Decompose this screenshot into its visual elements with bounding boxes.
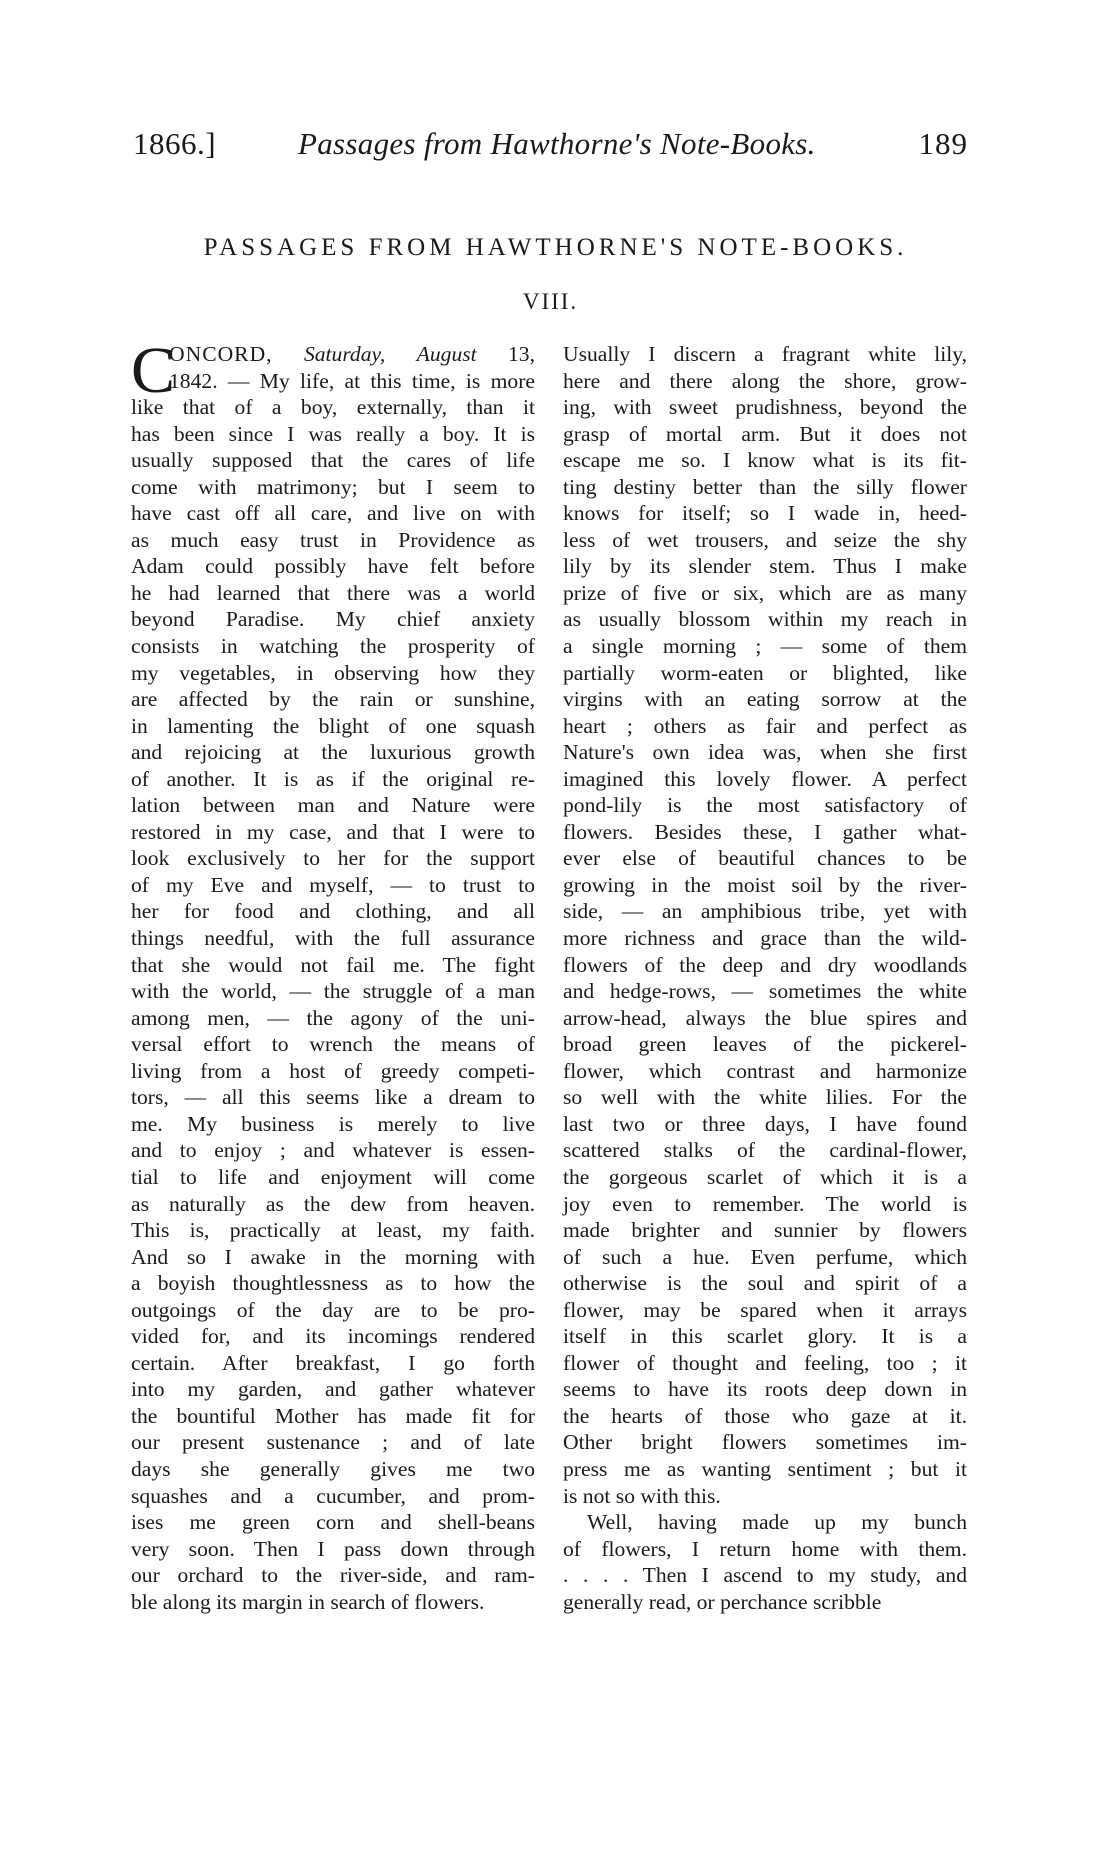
text-line: ting destiny better than the silly flower (563, 474, 967, 499)
text-line: of such a hue. Even perfume, which (563, 1244, 967, 1269)
text-line: Usually I discern a fragrant white lily, (563, 342, 967, 366)
article-title: PASSAGES FROM HAWTHORNE'S NOTE-BOOKS. (203, 234, 908, 261)
text-line: flowers of the deep and dry woodlands (563, 952, 967, 977)
text-line: knows for itself; so I wade in, heed- (563, 501, 967, 526)
text-line: as usually blossom within my reach in (563, 607, 967, 632)
text-line: days she generally gives me two (131, 1456, 535, 1481)
text-line: look exclusively to her for the support (131, 846, 535, 871)
text-line: restored in my case, and that I were to (131, 819, 535, 844)
text-line: imagined this lovely flower. A perfect (563, 766, 967, 791)
text-line: growing in the moist soil by the river- (563, 872, 967, 897)
text-line: arrow-head, always the blue spires and (563, 1005, 967, 1030)
text-line: flower, may be spared when it arrays (563, 1297, 967, 1322)
text-line: more richness and grace than the wild- (563, 926, 967, 951)
text-line: of another. It is as if the original re- (131, 766, 535, 791)
text-line: have cast off all care, and live on with (131, 501, 535, 526)
text-line: Nature's own idea was, when she first (563, 740, 967, 765)
dateline-day: Saturday, (303, 342, 386, 366)
text-line: less of wet trousers, and seize the shy (563, 527, 967, 552)
text-line: . . . . Then I ascend to my study, and (563, 1563, 967, 1588)
text-line: tial to life and enjoyment will come (131, 1164, 535, 1189)
text-line: as much easy trust in Providence as (131, 527, 535, 552)
text-line: is not so with this. (563, 1483, 721, 1508)
text-line: of flowers, I return home with them. (563, 1536, 967, 1561)
dateline-date: 13, (508, 342, 535, 366)
text-line: beyond Paradise. My chief anxiety (131, 607, 535, 632)
section-number: VIII. (522, 289, 579, 314)
text-line: outgoings of the day are to be pro- (131, 1297, 535, 1322)
text-line: into my garden, and gather whatever (131, 1377, 535, 1402)
left-column-lines (131, 394, 535, 1615)
page-number: 189 (918, 126, 968, 161)
text-line: among men, — the agony of the uni- (131, 1005, 535, 1030)
text-line: virgins with an eating sorrow at the (563, 687, 967, 712)
text-line: ble along its margin in search of flowers. (131, 1589, 485, 1614)
text-line: are affected by the rain or sunshine, (131, 687, 535, 712)
text-line: living from a host of greedy competi- (131, 1058, 535, 1083)
text-line: that she would not fail me. The fight (131, 952, 535, 977)
right-column-lines (563, 341, 967, 1615)
text-line: escape me so. I know what is its fit- (563, 448, 967, 473)
text-line: my vegetables, in observing how they (131, 660, 535, 685)
text-line: the bountiful Mother has made fit for (131, 1403, 535, 1428)
text-line: squashes and a cucumber, and prom- (131, 1483, 535, 1508)
text-line: versal effort to wrench the means of (131, 1032, 535, 1057)
text-line: This is, practically at least, my faith. (131, 1218, 535, 1243)
dateline (131, 341, 535, 368)
text-line: generally read, or perchance scribble (563, 1589, 882, 1614)
text-line: consists in watching the prosperity of (131, 634, 535, 659)
text-line: ever else of beautiful chances to be (563, 846, 967, 871)
text-line: our orchard to the river-side, and ram- (131, 1563, 535, 1588)
text-line: come with matrimony; but I seem to (131, 474, 535, 499)
text-line: the gorgeous scarlet of which it is a (563, 1164, 967, 1189)
text-line: itself in this scarlet glory. It is a (563, 1324, 967, 1349)
text-line: flower, which contrast and harmonize (563, 1058, 967, 1083)
text-line: Well, having made up my bunch (587, 1510, 967, 1535)
text-line: side, — an amphibious tribe, yet with (563, 899, 967, 924)
dateline-month: August (416, 342, 477, 366)
text-line: press me as wanting sentiment ; but it (563, 1456, 967, 1481)
text-line: things needful, with the full assurance (131, 926, 535, 951)
text-line: partially worm-eaten or blighted, like (563, 660, 967, 685)
text-line: her for food and clothing, and all (131, 899, 535, 924)
text-line: as naturally as the dew from heaven. (131, 1191, 535, 1216)
text-line: our present sustenance ; and of late (131, 1430, 535, 1455)
text-line: and rejoicing at the luxurious growth (131, 740, 535, 765)
text-line: scattered stalks of the cardinal-flower, (563, 1138, 967, 1163)
text-line: And so I awake in the morning with (131, 1244, 535, 1269)
text-line: broad green leaves of the pickerel- (563, 1032, 967, 1057)
text-line: lation between man and Nature were (131, 793, 535, 818)
text-line: here and there along the shore, grow- (563, 368, 967, 393)
running-head (133, 124, 968, 164)
text-line: heart ; others as fair and perfect as (563, 713, 967, 738)
text-line: me. My business is merely to live (131, 1111, 535, 1136)
text-line: a boyish thoughtlessness as to how the (131, 1271, 535, 1296)
text-line: vided for, and its incomings rendered (131, 1324, 535, 1349)
text-line: a single morning ; — some of them (563, 634, 967, 659)
text-line: like that of a boy, externally, than it (131, 395, 535, 420)
running-head-year: 1866.] (133, 126, 217, 161)
text-line: ises me green corn and shell-beans (131, 1510, 535, 1535)
text-line: lily by its slender stem. Thus I make (563, 554, 967, 579)
text-line: usually supposed that the cares of life (131, 448, 535, 473)
text-line: flowers. Besides these, I gather what- (563, 819, 967, 844)
text-line: Adam could possibly have felt before (131, 554, 535, 579)
left-column (131, 334, 535, 1615)
right-column (563, 341, 967, 1615)
text-line: with the world, — the struggle of a man (131, 979, 535, 1004)
text-line: seems to have its roots deep down in (563, 1377, 967, 1402)
text-line: pond-lily is the most satisfactory of (563, 793, 967, 818)
text-line: the hearts of those who gaze at it. (563, 1403, 967, 1428)
text-line: last two or three days, I have found (563, 1111, 967, 1136)
dateline-year-line: 1842. — My life, at this time, is more (169, 368, 535, 393)
drop-cap: C (131, 334, 176, 407)
text-line: ing, with sweet prudishness, beyond the (563, 395, 967, 420)
text-line: and hedge-rows, — sometimes the white (563, 979, 967, 1004)
running-head-title: Passages from Hawthorne's Note-Books. (298, 126, 816, 161)
text-line: joy even to remember. The world is (563, 1191, 967, 1216)
text-line: of my Eve and myself, — to trust to (131, 872, 535, 897)
dateline-place: ONCORD, (169, 342, 273, 366)
text-line: made brighter and sunnier by flowers (563, 1218, 967, 1243)
text-line: so well with the white lilies. For the (563, 1085, 967, 1110)
text-line: has been since I was really a boy. It is (131, 421, 535, 446)
text-line: certain. After breakfast, I go forth (131, 1350, 535, 1375)
text-line: grasp of mortal arm. But it does not (563, 421, 967, 446)
text-line: tors, — all this seems like a dream to (131, 1085, 535, 1110)
text-line: and to enjoy ; and whatever is essen- (131, 1138, 535, 1163)
text-line: in lamenting the blight of one squash (131, 713, 535, 738)
text-line: otherwise is the soul and spirit of a (563, 1271, 967, 1296)
text-line: Other bright flowers sometimes im- (563, 1430, 967, 1455)
text-line: he had learned that there was a world (131, 580, 535, 605)
text-line: flower of thought and feeling, too ; it (563, 1350, 967, 1375)
text-line: prize of five or six, which are as many (563, 580, 967, 605)
text-line: very soon. Then I pass down through (131, 1536, 535, 1561)
